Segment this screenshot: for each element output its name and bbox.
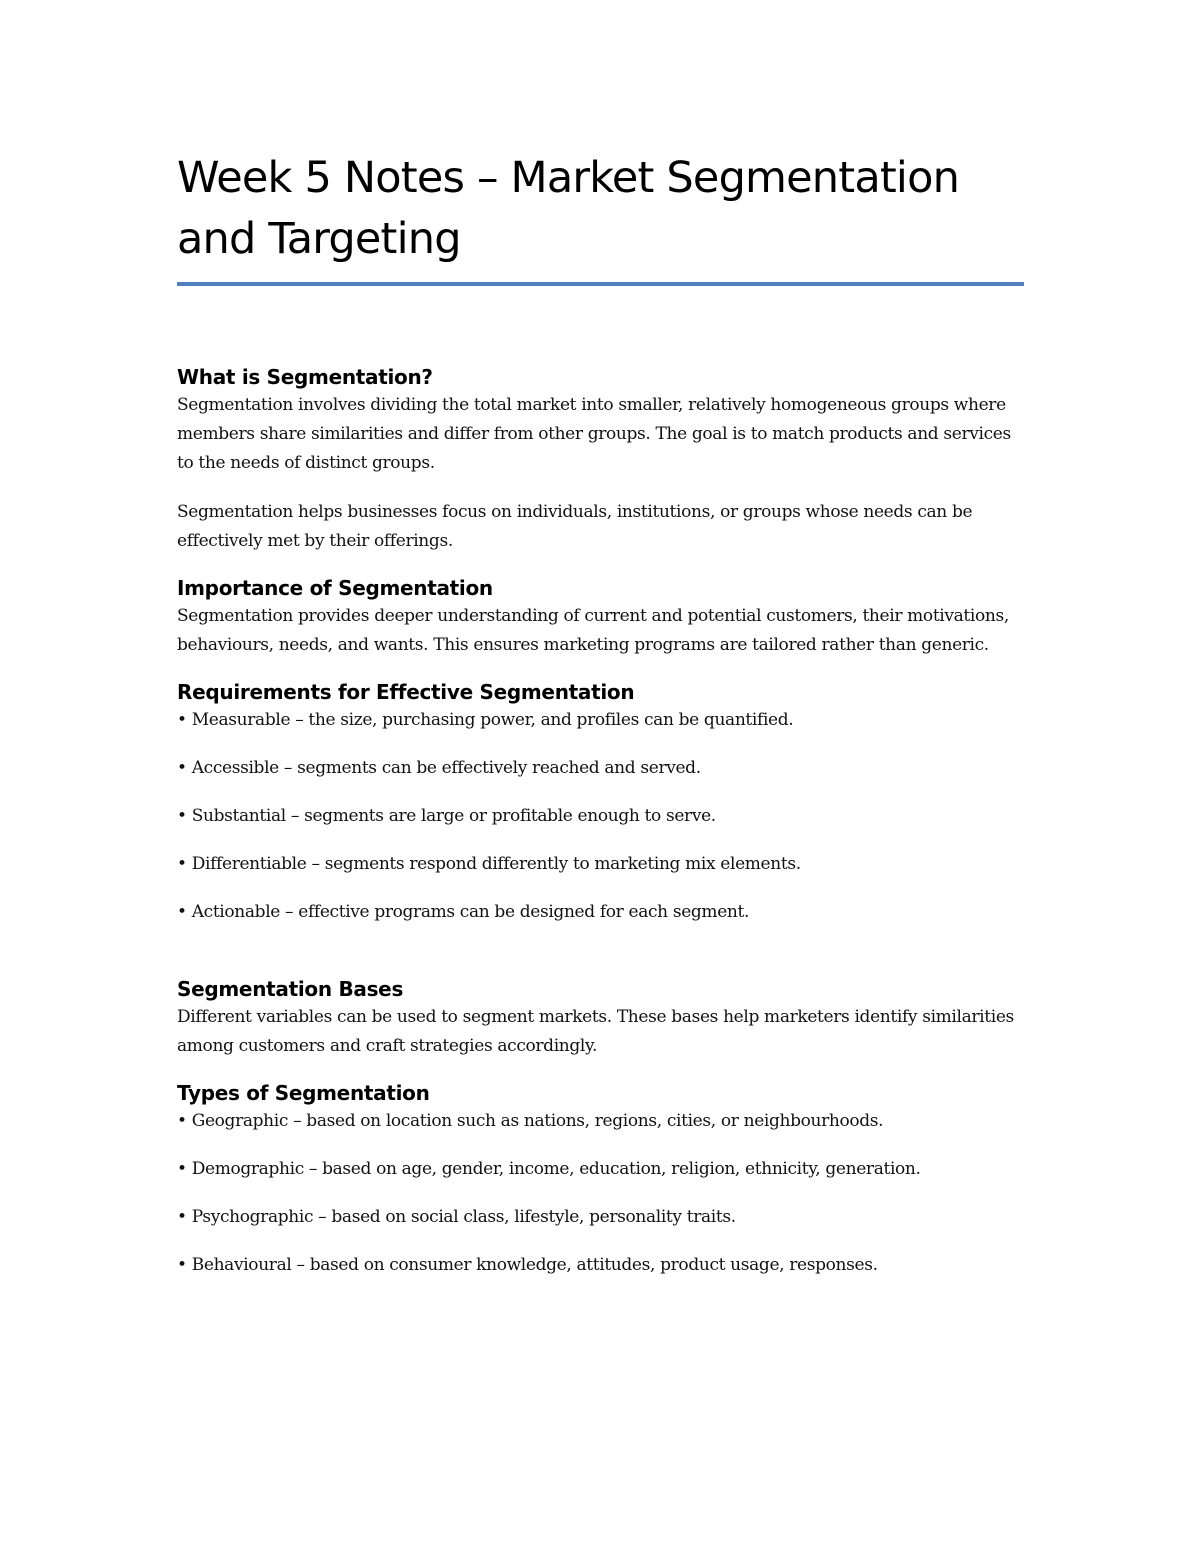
bullet-item: • Demographic – based on age, gender, income, education, religion, ethnicity, generation.	[177, 1159, 921, 1179]
document-title: Week 5 Notes – Market Segmentation and Targeting	[177, 153, 960, 264]
section-paragraph: Segmentation helps businesses focus on individuals, institutions, or groups whose needs can be effectively met by their offerings.	[177, 502, 973, 551]
bullet-item: • Accessible – segments can be effectively reached and served.	[177, 758, 701, 778]
bullet-item: • Substantial – segments are large or profitable enough to serve.	[177, 806, 716, 826]
spacer	[177, 927, 1024, 975]
section-heading-requirements: Requirements for Effective Segmentation	[177, 680, 635, 704]
section-heading-segmentation-bases: Segmentation Bases	[177, 977, 404, 1001]
bullet-item: • Measurable – the size, purchasing power, and profiles can be quantified.	[177, 710, 794, 730]
section-paragraph: Segmentation involves dividing the total market into smaller, relatively homogeneous groups where members share similarities and differ from other groups. The goal is to match products and services to the needs of distinct groups.	[177, 395, 1011, 473]
document-page	[177, 148, 1024, 1280]
bullet-item: • Psychographic – based on social class, lifestyle, personality traits.	[177, 1207, 736, 1227]
spacer	[177, 286, 1024, 363]
section-heading-types: Types of Segmentation	[177, 1081, 430, 1105]
section-paragraph: Different variables can be used to segment markets. These bases help marketers identify similarities among customers and craft strategies accordingly.	[177, 1007, 1014, 1056]
bullet-item: • Differentiable – segments respond differently to marketing mix elements.	[177, 854, 801, 874]
section-paragraph: Segmentation provides deeper understanding of current and potential customers, their motivations, behaviours, needs, and wants. This ensures marketing programs are tailored rather than generic.	[177, 606, 1009, 655]
bullet-item: • Behavioural – based on consumer knowledge, attitudes, product usage, responses.	[177, 1255, 878, 1275]
bullet-item: • Actionable – effective programs can be designed for each segment.	[177, 902, 750, 922]
bullet-item: • Geographic – based on location such as nations, regions, cities, or neighbourhoods.	[177, 1111, 884, 1131]
section-heading-what-is-segmentation: What is Segmentation?	[177, 365, 433, 389]
section-heading-importance: Importance of Segmentation	[177, 576, 493, 600]
